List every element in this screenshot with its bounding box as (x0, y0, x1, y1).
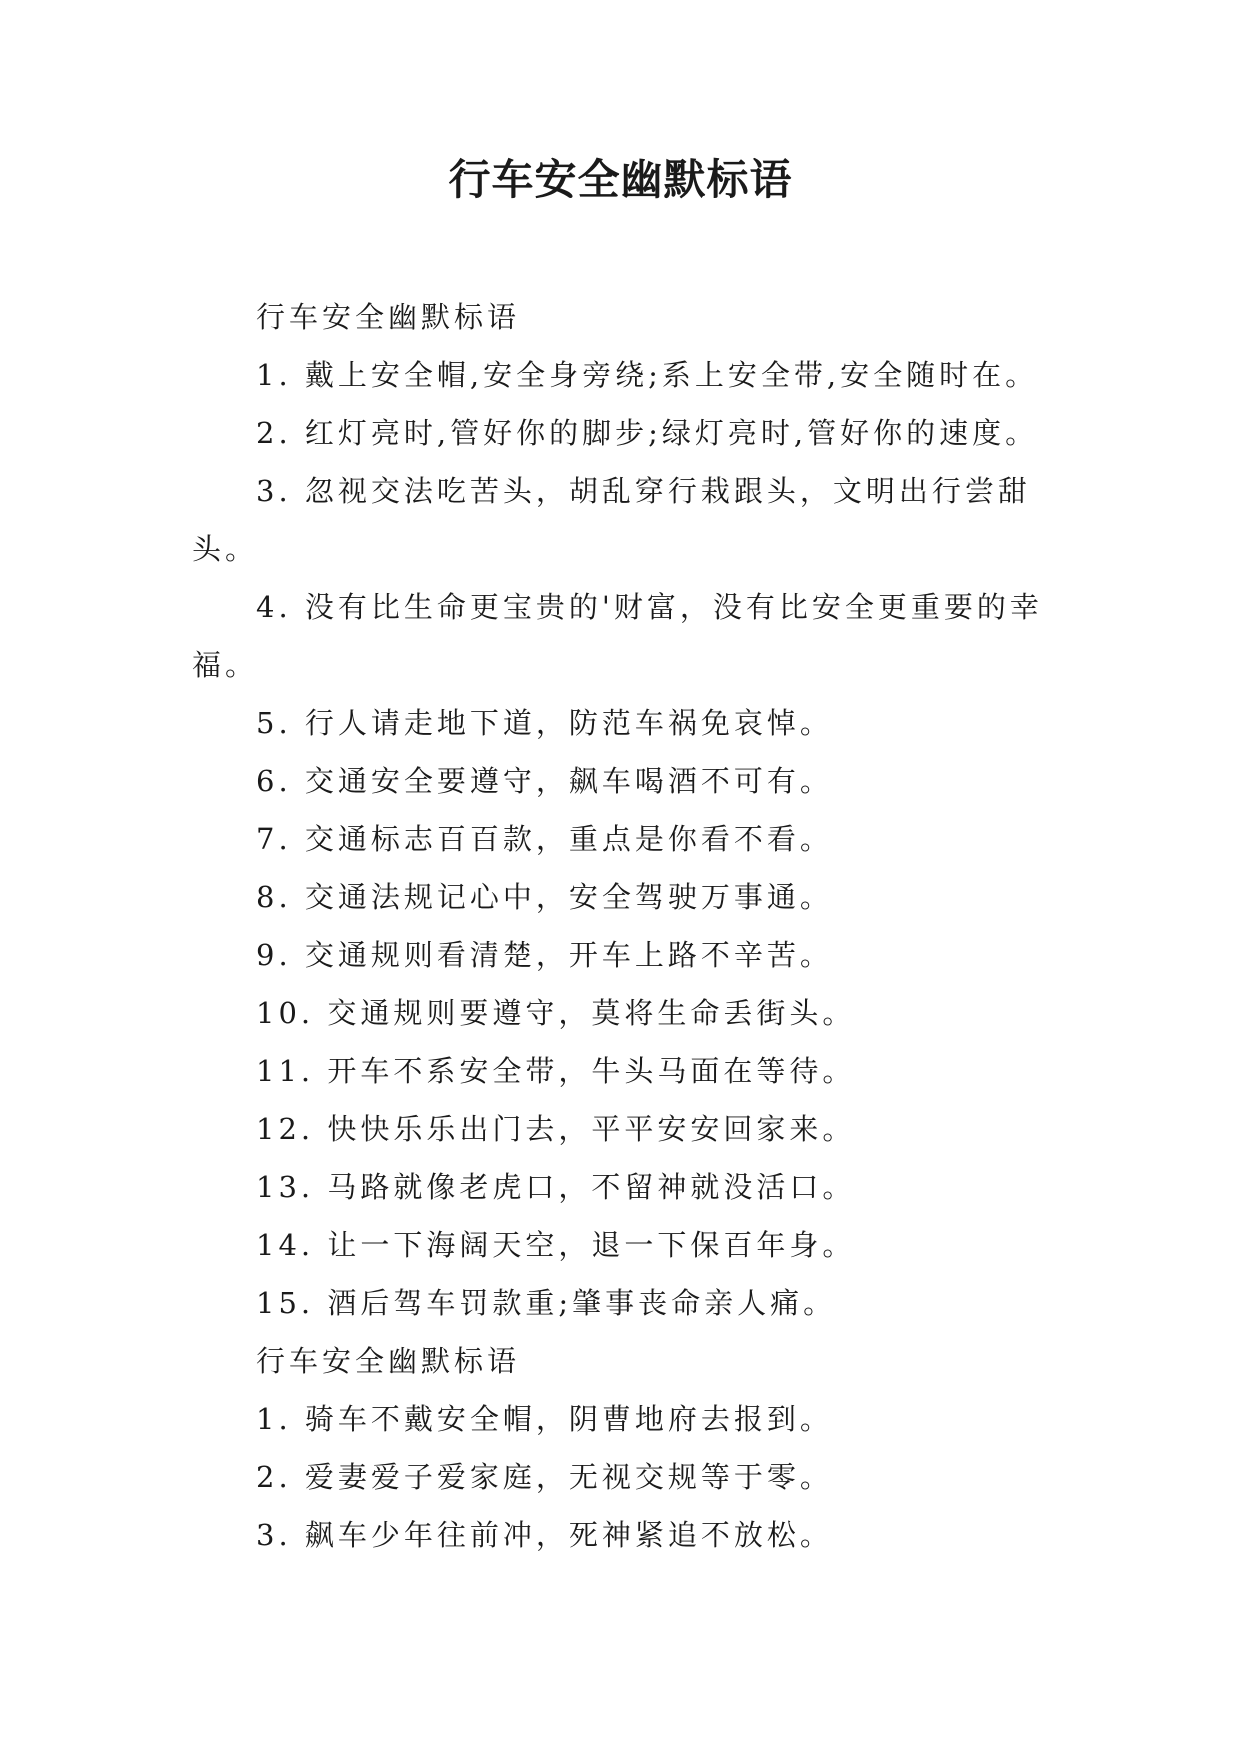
slogan-item: 7. 交通标志百百款，重点是你看不看。 (256, 822, 833, 856)
document-body (192, 288, 1052, 1564)
slogan-item: 3. 飙车少年往前冲，死神紧追不放松。 (256, 1518, 833, 1552)
slogan-item: 5. 行人请走地下道，防范车祸免哀悼。 (256, 706, 833, 740)
slogan-item: 8. 交通法规记心中，安全驾驶万事通。 (256, 880, 833, 914)
slogan-item: 9. 交通规则看清楚，开车上路不辛苦。 (256, 938, 833, 972)
slogan-item: 4. 没有比生命更宝贵的'财富，没有比安全更重要的幸福。 (192, 590, 1043, 682)
slogan-item: 1. 骑车不戴安全帽，阴曹地府去报到。 (256, 1402, 833, 1436)
slogan-item: 11. 开车不系安全带，牛头马面在等待。 (256, 1054, 856, 1088)
slogan-item: 2. 爱妻爱子爱家庭，无视交规等于零。 (256, 1460, 833, 1494)
slogan-item: 12. 快快乐乐出门去，平平安安回家来。 (256, 1112, 856, 1146)
slogan-item: 1. 戴上安全帽,安全身旁绕;系上安全带,安全随时在。 (256, 358, 1039, 392)
slogan-item: 6. 交通安全要遵守，飙车喝酒不可有。 (256, 764, 833, 798)
slogan-item: 15. 酒后驾车罚款重;肇事丧命亲人痛。 (256, 1286, 837, 1320)
section-heading: 行车安全幽默标语 (256, 300, 521, 334)
slogan-item: 2. 红灯亮时,管好你的脚步;绿灯亮时,管好你的速度。 (256, 416, 1039, 450)
document-title: 行车安全幽默标语 (448, 155, 793, 204)
slogan-item: 10. 交通规则要遵守，莫将生命丢街头。 (256, 996, 856, 1030)
slogan-item: 3. 忽视交法吃苦头，胡乱穿行栽跟头，文明出行尝甜头。 (192, 474, 1031, 566)
section-heading: 行车安全幽默标语 (256, 1344, 521, 1378)
slogan-item: 14. 让一下海阔天空，退一下保百年身。 (256, 1228, 856, 1262)
slogan-item: 13. 马路就像老虎口，不留神就没活口。 (256, 1170, 856, 1204)
